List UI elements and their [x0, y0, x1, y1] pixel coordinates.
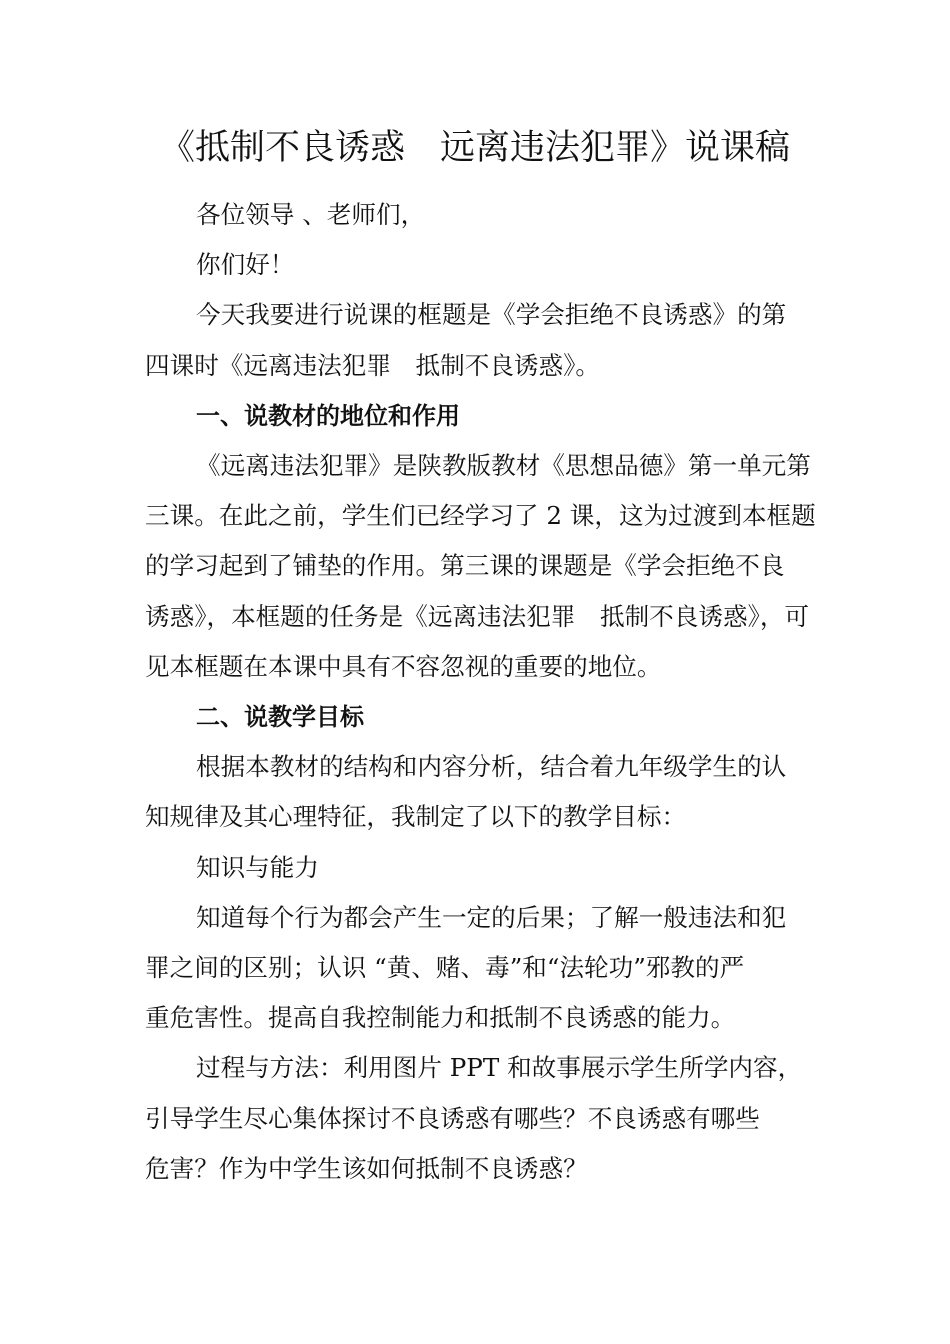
greeting-line-1: 各位领导 、老师们，: [196, 200, 426, 229]
section-2-line-1: 根据本教材的结构和内容分析，结合着九年级学生的认: [196, 752, 787, 782]
process-line-3: 危害？作为中学生该如何抵制不良诱惑？: [145, 1153, 588, 1183]
knowledge-line-1: 知道每个行为都会产生一定的后果；了解一般违法和犯: [196, 902, 787, 932]
section-2-line-2: 知规律及其心理特征，我制定了以下的教学目标：: [145, 802, 687, 832]
process-line-2: 引导学生尽心集体探讨不良诱惑有哪些？不良诱惑有哪些: [145, 1103, 760, 1133]
document-body: [145, 190, 816, 1194]
section-2-heading: 二、说教学目标: [196, 703, 364, 732]
document-title: 《抵制不良诱惑 远离违法犯罪》说课稿: [159, 128, 790, 168]
process-line-1: 过程与方法：利用图片 PPT 和故事展示学生所学内容，: [196, 1053, 803, 1083]
section-1-line-4: 诱惑》，本框题的任务是《远离违法犯罪 抵制不良诱惑》，可: [145, 601, 810, 631]
section-1-line-2: 三课。在此之前，学生们已经学习了 2 课，这为过渡到本框题: [145, 501, 816, 531]
intro-line-2: 四课时《远离违法犯罪 抵制不良诱惑》。: [145, 350, 600, 380]
section-1-line-1: 《远离违法犯罪》是陕教版教材《思想品德》第一单元第: [196, 451, 811, 481]
knowledge-line-3: 重危害性。提高自我控制能力和抵制不良诱惑的能力。: [145, 1003, 736, 1033]
section-1-line-3: 的学习起到了铺垫的作用。第三课的课题是《学会拒绝不良: [145, 551, 785, 581]
knowledge-line-2: 罪之间的区别；认识 “黄、赌、毒”和“法轮功”邪教的严: [145, 953, 745, 983]
knowledge-label: 知识与能力: [196, 852, 319, 882]
section-1-line-5: 见本框题在本课中具有不容忽视的重要的地位。: [145, 651, 662, 681]
greeting-line-2: 你们好！: [196, 250, 295, 280]
intro-line-1: 今天我要进行说课的框题是《学会拒绝不良诱惑》的第: [196, 300, 787, 330]
section-1-heading: 一、说教材的地位和作用: [196, 401, 460, 430]
